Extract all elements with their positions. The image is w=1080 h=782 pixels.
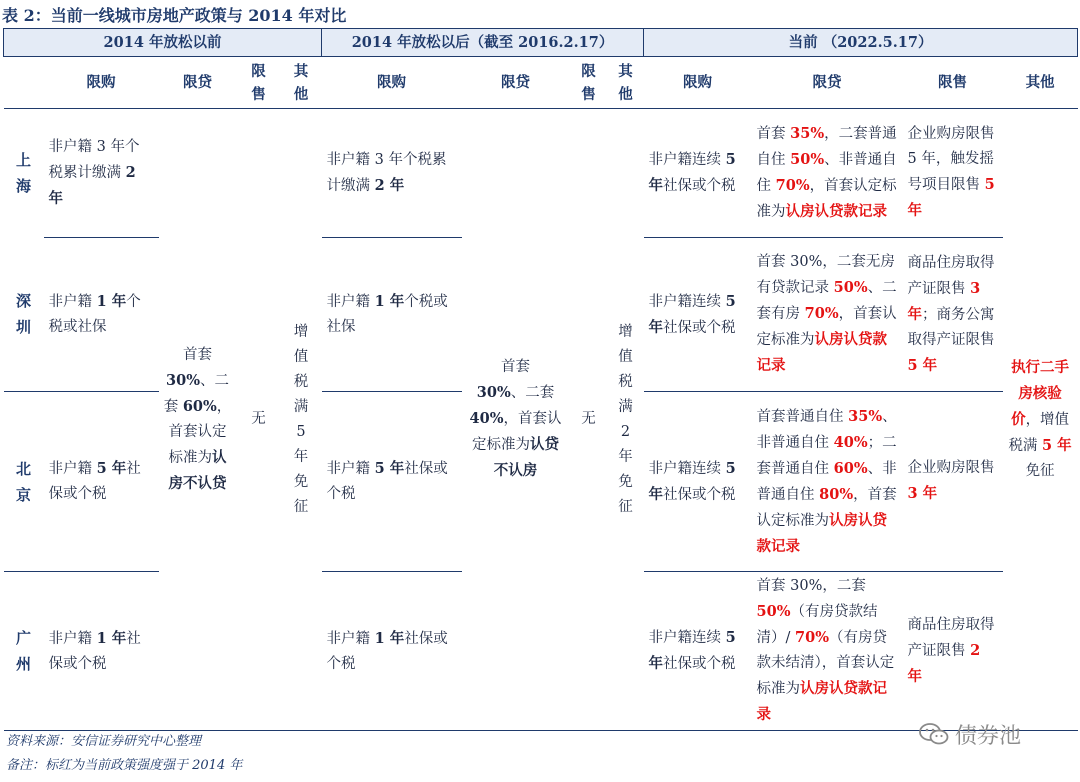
g3-loan-beijing: 首套普通自住 35%、非普通自住 40%；二套普通自住 60%、非普通自住 80%，首套认定标准为认房认贷款记录 [752, 392, 903, 572]
g2-other-cell: 增 值 税 满 2 年 免 征 [608, 109, 644, 731]
g2-loan-cell: 首套 30%、二套 40%，首套认定标准为认贷不认房 [462, 109, 570, 731]
col-header-g2-purchase: 限购 [322, 57, 462, 109]
g3-purchase-beijing: 非户籍连续 5 年社保或个税 [644, 392, 752, 572]
group-header-current: 当前 （2022.5.17） [644, 29, 1078, 57]
group-header-2014-after: 2014 年放松以后（截至 2016.2.17） [322, 29, 644, 57]
table-row-shanghai [4, 109, 1078, 238]
g1-sale-cell: 无 [237, 109, 281, 731]
g3-loan-guangzhou: 首套 30%，二套 50%（有房贷款结清）/ 70%（有房贷款未结清），首套认定标准为认房认贷款记录 [752, 572, 903, 731]
g3-sale-shanghai: 企业购房限售 5 年，触发摇号项目限售 5 年 [903, 109, 1003, 238]
table-title: 表 2：当前一线城市房地产政策与 2014 年对比 [2, 6, 347, 25]
g3-purchase-guangzhou: 非户籍连续 5 年社保或个税 [644, 572, 752, 731]
g1-purchase-shanghai: 非户籍 3 年个税累计缴满 2 年 [44, 109, 159, 238]
col-header-g2-sale: 限 售 [570, 57, 608, 109]
source-note: 资料来源：安信证券研究中心整理 [6, 734, 202, 749]
g3-sale-guangzhou: 商品住房取得产证限售 2 年 [903, 572, 1003, 731]
remark-note: 备注：标红为当前政策强度强于 2014 年 [6, 758, 243, 773]
g1-purchase-shenzhen: 非户籍 1 年个税或社保 [44, 238, 159, 392]
wechat-icon [919, 722, 949, 752]
g3-loan-shanghai: 首套 35%，二套普通自住 50%、非普通自住 70%，首套认定标准为认房认贷款记录 [752, 109, 903, 238]
city-beijing: 北 京 [4, 392, 44, 572]
g3-other-cell: 执行二手房核验价，增值税满 5 年免征 [1003, 109, 1078, 731]
watermark-text: 债券池 [955, 724, 1022, 749]
col-header-g1-purchase: 限购 [44, 57, 159, 109]
g2-purchase-beijing: 非户籍 5 年社保或个税 [322, 392, 462, 572]
g2-purchase-shenzhen: 非户籍 1 年个税或社保 [322, 238, 462, 392]
group-header-2014-before: 2014 年放松以前 [4, 29, 322, 57]
g3-purchase-shanghai: 非户籍连续 5 年社保或个税 [644, 109, 752, 238]
watermark [919, 719, 1021, 752]
city-shenzhen: 深 圳 [4, 238, 44, 392]
col-header-g1-other: 其 他 [281, 57, 322, 109]
g1-other-cell: 增 值 税 满 5 年 免 征 [281, 109, 322, 731]
corner-cell [4, 57, 44, 109]
col-header-g2-loan: 限贷 [462, 57, 570, 109]
col-header-g3-other: 其他 [1003, 57, 1078, 109]
g3-sale-shenzhen: 商品住房取得产证限售 3 年；商务公寓取得产证限售 5 年 [903, 238, 1003, 392]
col-header-g2-other: 其 他 [608, 57, 644, 109]
col-header-g3-purchase: 限购 [644, 57, 752, 109]
col-header-g1-loan: 限贷 [159, 57, 237, 109]
col-header-g3-loan: 限贷 [752, 57, 903, 109]
city-shanghai: 上 海 [4, 109, 44, 238]
g2-purchase-guangzhou: 非户籍 1 年社保或个税 [322, 572, 462, 731]
policy-comparison-table [3, 28, 1078, 731]
g1-purchase-guangzhou: 非户籍 1 年社保或个税 [44, 572, 159, 731]
col-header-g3-sale: 限售 [903, 57, 1003, 109]
g2-sale-cell: 无 [570, 109, 608, 731]
g3-sale-beijing: 企业购房限售 3 年 [903, 392, 1003, 572]
g3-loan-shenzhen: 首套 30%，二套无房有贷款记录 50%、二套有房 70%，首套认定标准为认房认贷款记录 [752, 238, 903, 392]
g3-purchase-shenzhen: 非户籍连续 5 年社保或个税 [644, 238, 752, 392]
g1-loan-cell: 首套 30%、二套 60%，首套认定标准为认房不认贷 [159, 109, 237, 731]
col-header-g1-sale: 限 售 [237, 57, 281, 109]
g2-purchase-shanghai: 非户籍 3 年个税累计缴满 2 年 [322, 109, 462, 238]
g1-purchase-beijing: 非户籍 5 年社保或个税 [44, 392, 159, 572]
city-guangzhou: 广 州 [4, 572, 44, 731]
